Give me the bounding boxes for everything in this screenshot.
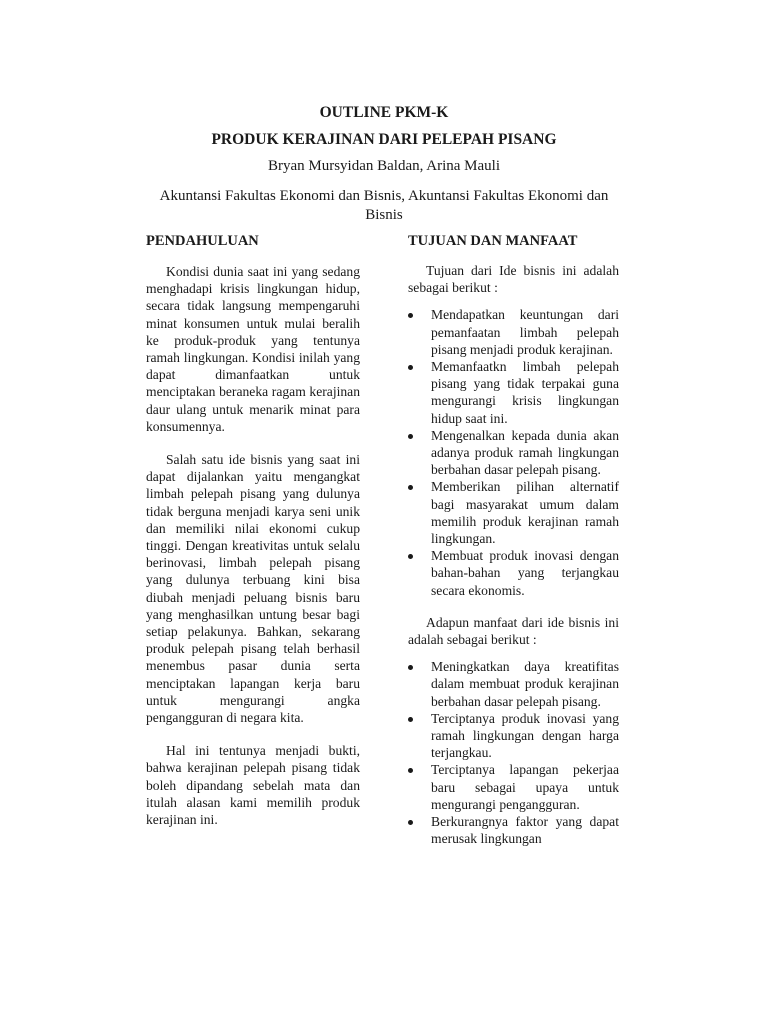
list-item-text: Terciptanya lapangan pekerjaa baru sebagai upaya untuk mengurangi pengangguran. <box>431 762 619 812</box>
bullet-icon <box>408 313 413 318</box>
list-item-text: Memberikan pilihan alternatif bagi masyarakat umum dalam memilih produk kerajinan ramah lingkungan. <box>431 479 619 547</box>
list-item <box>408 358 619 427</box>
list-item <box>408 547 619 599</box>
bullet-icon <box>408 434 413 439</box>
list-item-text: Terciptanya produk inovasi yang ramah lingkungan dengan harga terjangkau. <box>431 710 619 761</box>
list-item <box>408 478 619 547</box>
bullet-icon <box>408 768 413 773</box>
bullet-icon <box>408 820 413 825</box>
right-column <box>408 232 619 863</box>
list-item <box>408 813 619 847</box>
list-item <box>408 761 619 813</box>
list-item-text: Mendapatkan keuntungan dari pemanfaatan limbah pelepah pisang menjadi produk kerajinan. <box>431 307 619 357</box>
tujuan-intro: Tujuan dari Ide bisnis ini adalah sebagai berikut : <box>408 263 619 296</box>
authors: Bryan Mursyidan Baldan, Arina Mauli <box>267 158 501 174</box>
affiliation: Akuntansi Fakultas Ekonomi dan Bisnis, Akuntansi Fakultas Ekonomi dan Bisnis <box>159 188 609 223</box>
bullet-icon <box>408 554 413 559</box>
bullet-icon <box>408 365 413 370</box>
manfaat-intro: Adapun manfaat dari ide bisnis ini adalah sebagai berikut : <box>408 614 619 648</box>
list-item <box>408 306 619 358</box>
bullet-icon <box>408 485 413 490</box>
list-item-text: Memanfaatkn limbah pelepah pisang yang tidak terpakai guna mengurangi krisis lingkungan hidup saat ini. <box>431 359 619 426</box>
section-heading-tujuan-manfaat: TUJUAN DAN MANFAAT <box>408 233 578 249</box>
list-item-text: Meningkatkan daya kreatifitas dalam membuat produk kerajinan berbahan dasar pelepah pisang. <box>431 659 619 709</box>
document-title: OUTLINE PKM-K <box>319 104 449 121</box>
paragraph: Hal ini tentunya menjadi bukti, bahwa kerajinan pelepah pisang tidak boleh dipandang sebelah mata dan itulah alasan kami memilih produk kerajinan ini. <box>146 743 360 828</box>
tujuan-list <box>408 306 619 598</box>
list-item-text: Berkurangnya faktor yang dapat merusak lingkungan <box>431 814 619 847</box>
list-item <box>408 427 619 479</box>
manfaat-list <box>408 658 619 847</box>
list-item-text: Mengenalkan kepada dunia akan adanya produk ramah lingkungan berbahan dasar pelepah pisang. <box>431 427 619 478</box>
document-subtitle: PRODUK KERAJINAN DARI PELEPAH PISANG <box>211 131 557 148</box>
paragraph: Salah satu ide bisnis yang saat ini dapat dijalankan yaitu mengangkat limbah pelepah pisang yang dulunya tidak berguna menjadi karya seni unik dan memiliki nilai ekonomi cukup tinggi. Dengan kreativitas untuk selalu berinovasi, limbah pelepah pisang yang dulunya terbuang kini bisa diubah menjadi peluang bisnis baru yang menghasilkan untung besar bagi setiap pelakunya. Bahkan, sekarang produk pelepah pisang telah berhasil menembus pasar dunia serta menciptakan lapangan kerja baru untuk mengurangi angka pengangguran di negara kita. <box>146 452 360 726</box>
paragraph: Kondisi dunia saat ini yang sedang menghadapi krisis lingkungan hidup, secara tidak langsung mempengaruhi minat konsumen untuk mulai beralih ke produk-produk yang tentunya ramah lingkungan. Kondisi inilah yang dapat dimanfaatkan untuk menciptakan beraneka ragam kerajinan daur ulang untuk menarik minat para konsumennya. <box>146 264 360 434</box>
list-item <box>408 658 619 710</box>
left-column <box>146 232 360 844</box>
section-heading-pendahuluan: PENDAHULUAN <box>146 233 259 249</box>
bullet-icon <box>408 665 413 670</box>
list-item <box>408 710 619 762</box>
bullet-icon <box>408 717 413 722</box>
list-item-text: Membuat produk inovasi dengan bahan-bahan yang terjangkau secara ekonomis. <box>431 548 619 598</box>
